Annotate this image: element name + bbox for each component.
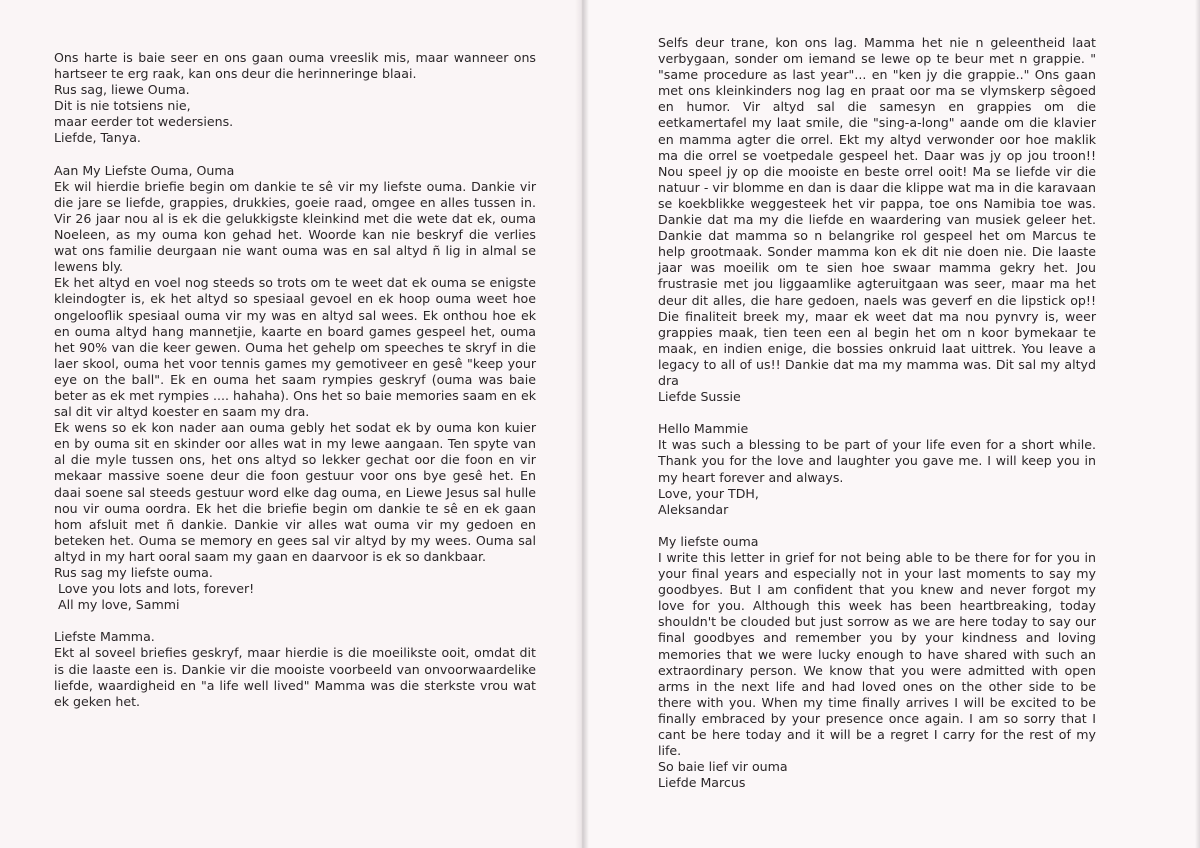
letter-paragraph: It was such a blessing to be part of your life even for a short while. Thank you for the love and laughter you gave me. I will keep you in my heart forever and always. bbox=[658, 437, 1096, 485]
letter-line: maar eerder tot wedersiens. bbox=[54, 114, 234, 130]
letter-signature: Liefde Marcus bbox=[658, 775, 746, 791]
letter-aleksandar bbox=[658, 421, 1096, 518]
letter-line: Dit is nie totsiens nie, bbox=[54, 98, 191, 114]
letter-paragraph: Ek het altyd en voel nog steeds so trots om te weet dat ek ouma se enigste kleindogter is, ek het altyd so spesiaal gevoel en ek hoop ouma weet hoe ongelooflik spesiaal ouma vir my was en altyd sal wees. Ek onthou hoe ek en ouma altyd hang mannetjie, kaarte en board games gespeel het, ouma het 90% van die keer gewen. Ouma het gehelp om speeches te skryf in die laer skool, ouma het voor tennis games my gemotiveer en gesê "keep your eye on the ball". Ek en ouma het saam rympies geskryf (ouma was baie beter as ek met rympies .... hahaha). Ons het so baie memories saam en ek sal dit vir altyd koester en saam my dra. bbox=[54, 275, 536, 420]
letter-tanya bbox=[54, 50, 536, 147]
letter-sussie-start bbox=[54, 629, 536, 709]
letter-heading: Aan My Liefste Ouma, Ouma bbox=[54, 162, 235, 178]
letter-paragraph: Ekt al soveel briefies geskryf, maar hierdie is die moeilikste ooit, omdat dit is die laaste een is. Dankie vir die mooiste voorbeeld van onvoorwaardelike liefde, waardigheid en "a life well lived" Mamma was die sterkste vrou wat ek geken het. bbox=[54, 645, 536, 709]
left-page bbox=[0, 0, 582, 848]
page-fold bbox=[575, 0, 589, 848]
letter-line: Love you lots and lots, forever! bbox=[54, 581, 255, 597]
left-column bbox=[54, 50, 536, 726]
letter-paragraph: Ek wil hierdie briefie begin om dankie te sê vir my liefste ouma. Dankie vir die jare se liefde, grappies, drukkies, goeie raad, omgee en alles tussen in. Vir 26 jaar nou al is ek die gelukkigste kleinkind met die wete dat ek, ouma Noeleen, as my ouma kon gehad het. Woorde kan nie beskryf die verlies wat ons familie deurgaan nie want ouma was en sal altyd ñ lig in almal se lewens bly. bbox=[54, 178, 536, 275]
letter-paragraph: Selfs deur trane, kon ons lag. Mamma het nie n geleentheid laat verbygaan, sonder om iemand se lewe op te beur met n grappie. " "same procedure as last year"... en "ken jy die grappie.." Ons gaan met ons kleinkinders nog lag en praat oor ma se vlymskerp sêgoed en humor. Vir altyd sal die samesyn en grappies om die eetkamertafel my laat smile, die "sing-a-long" aande om die klavier en mamma agter die orrel. Ekt my altyd verwonder oor hoe maklik ma die orrel se voetpedale gespeel het. Daar was jy op jou troon!! Nou speel jy op die mooiste en beste orrel ooit! Ma se liefde vir die natuur - vir blomme en dan is daar die klippe wat ma in die karavaan se koekblikke weggesteek het vir pappa, toe ons Namibia toe was. Dankie dat ma my die liefde en waardering van musiek geleer het. Dankie dat mamma so n belangrike rol gespeel het om Marcus te help grootmaak. Sonder mamma kon ek dit nie doen nie. Die laaste jaar was moeilik om te sien hoe swaar mamma gekry het. Jou frustrasie met jou liggaamlike agteruitgaan was seer, maar ma het deur dit alles, die hare gedoen, naels was geverf en die lipstick op!! Die finaliteit breek my, maar ek weet dat ma nou pynvry is, weer grappies maak, tien teen een al begin het om n koor bymekaar te maak, en indien enige, die bossies onkruid laat uittrek. You leave a legacy to all of us!! Dankie dat ma my mamma was. Dit sal my altyd dra bbox=[658, 35, 1096, 388]
letter-line: Love, your TDH, bbox=[658, 485, 759, 501]
letter-signature: Liefde Sussie bbox=[658, 389, 741, 405]
letter-heading: Liefste Mamma. bbox=[54, 629, 155, 645]
scan-edge-shadow bbox=[1195, 0, 1200, 848]
letter-line: Rus sag my liefste ouma. bbox=[54, 565, 213, 580]
letter-sammi bbox=[54, 163, 536, 614]
right-column bbox=[658, 35, 1096, 808]
letter-signature: Liefde, Tanya. bbox=[54, 130, 141, 146]
letter-signature: All my love, Sammi bbox=[54, 597, 180, 613]
letter-line: Rus sag, liewe Ouma. bbox=[54, 82, 190, 98]
letter-heading: My liefste ouma bbox=[658, 533, 759, 549]
letter-sussie-end bbox=[658, 35, 1096, 405]
letter-marcus bbox=[658, 534, 1096, 792]
letter-signature: Aleksandar bbox=[658, 501, 729, 517]
letter-paragraph: I write this letter in grief for not being able to be there for for you in your final years and especially not in your last moments to say my goodbyes. But I am confident that you knew and never forgot my love for you. Although this week has been heartbreaking, today shouldn't be clouded but just sorrow as we are here today to say our final goodbyes and remember you by your kindness and loving memories that we were lucky enough to have shared with such an extraordinary person. We know that you were admitted with open arms in the next life and had loved ones on the other side to be there with you. When my time finally arrives I will be excited to be finally embraced by your presence once again. I am so sorry that I cant be here today and it will be a regret I carry for the rest of my life. bbox=[658, 550, 1096, 759]
letter-paragraph: Ons harte is baie seer en ons gaan ouma vreeslik mis, maar wanneer ons hartseer te erg raak, kan ons deur die herinneringe blaai. bbox=[54, 50, 536, 82]
letter-line: So baie lief vir ouma bbox=[658, 759, 788, 775]
letter-heading: Hello Mammie bbox=[658, 421, 749, 437]
right-page bbox=[582, 0, 1200, 848]
letter-paragraph: Ek wens so ek kon nader aan ouma gebly het sodat ek by ouma kon kuier en by ouma sit en skinder oor alles wat in my lewe aangaan. Ten spyte van al die myle tussen ons, het ons altyd so lekker gechat oor die foon en vir mekaar massive soene deur die foon gestuur voor ons bye gesê het. En daai soene sal steeds gestuur word elke dag ouma, en Liewe Jesus sal hulle nou vir ouma oordra. Ek het die briefie begin om dankie te sê en ek gaan hom afsluit met ñ dankie. Dankie vir alles wat ouma vir my gedoen en beteken het. Ouma se memory en gees sal vir altyd by my wees. Ouma sal altyd in my hart ooral saam my gaan en daarvoor is ek so dankbaar. bbox=[54, 420, 536, 564]
